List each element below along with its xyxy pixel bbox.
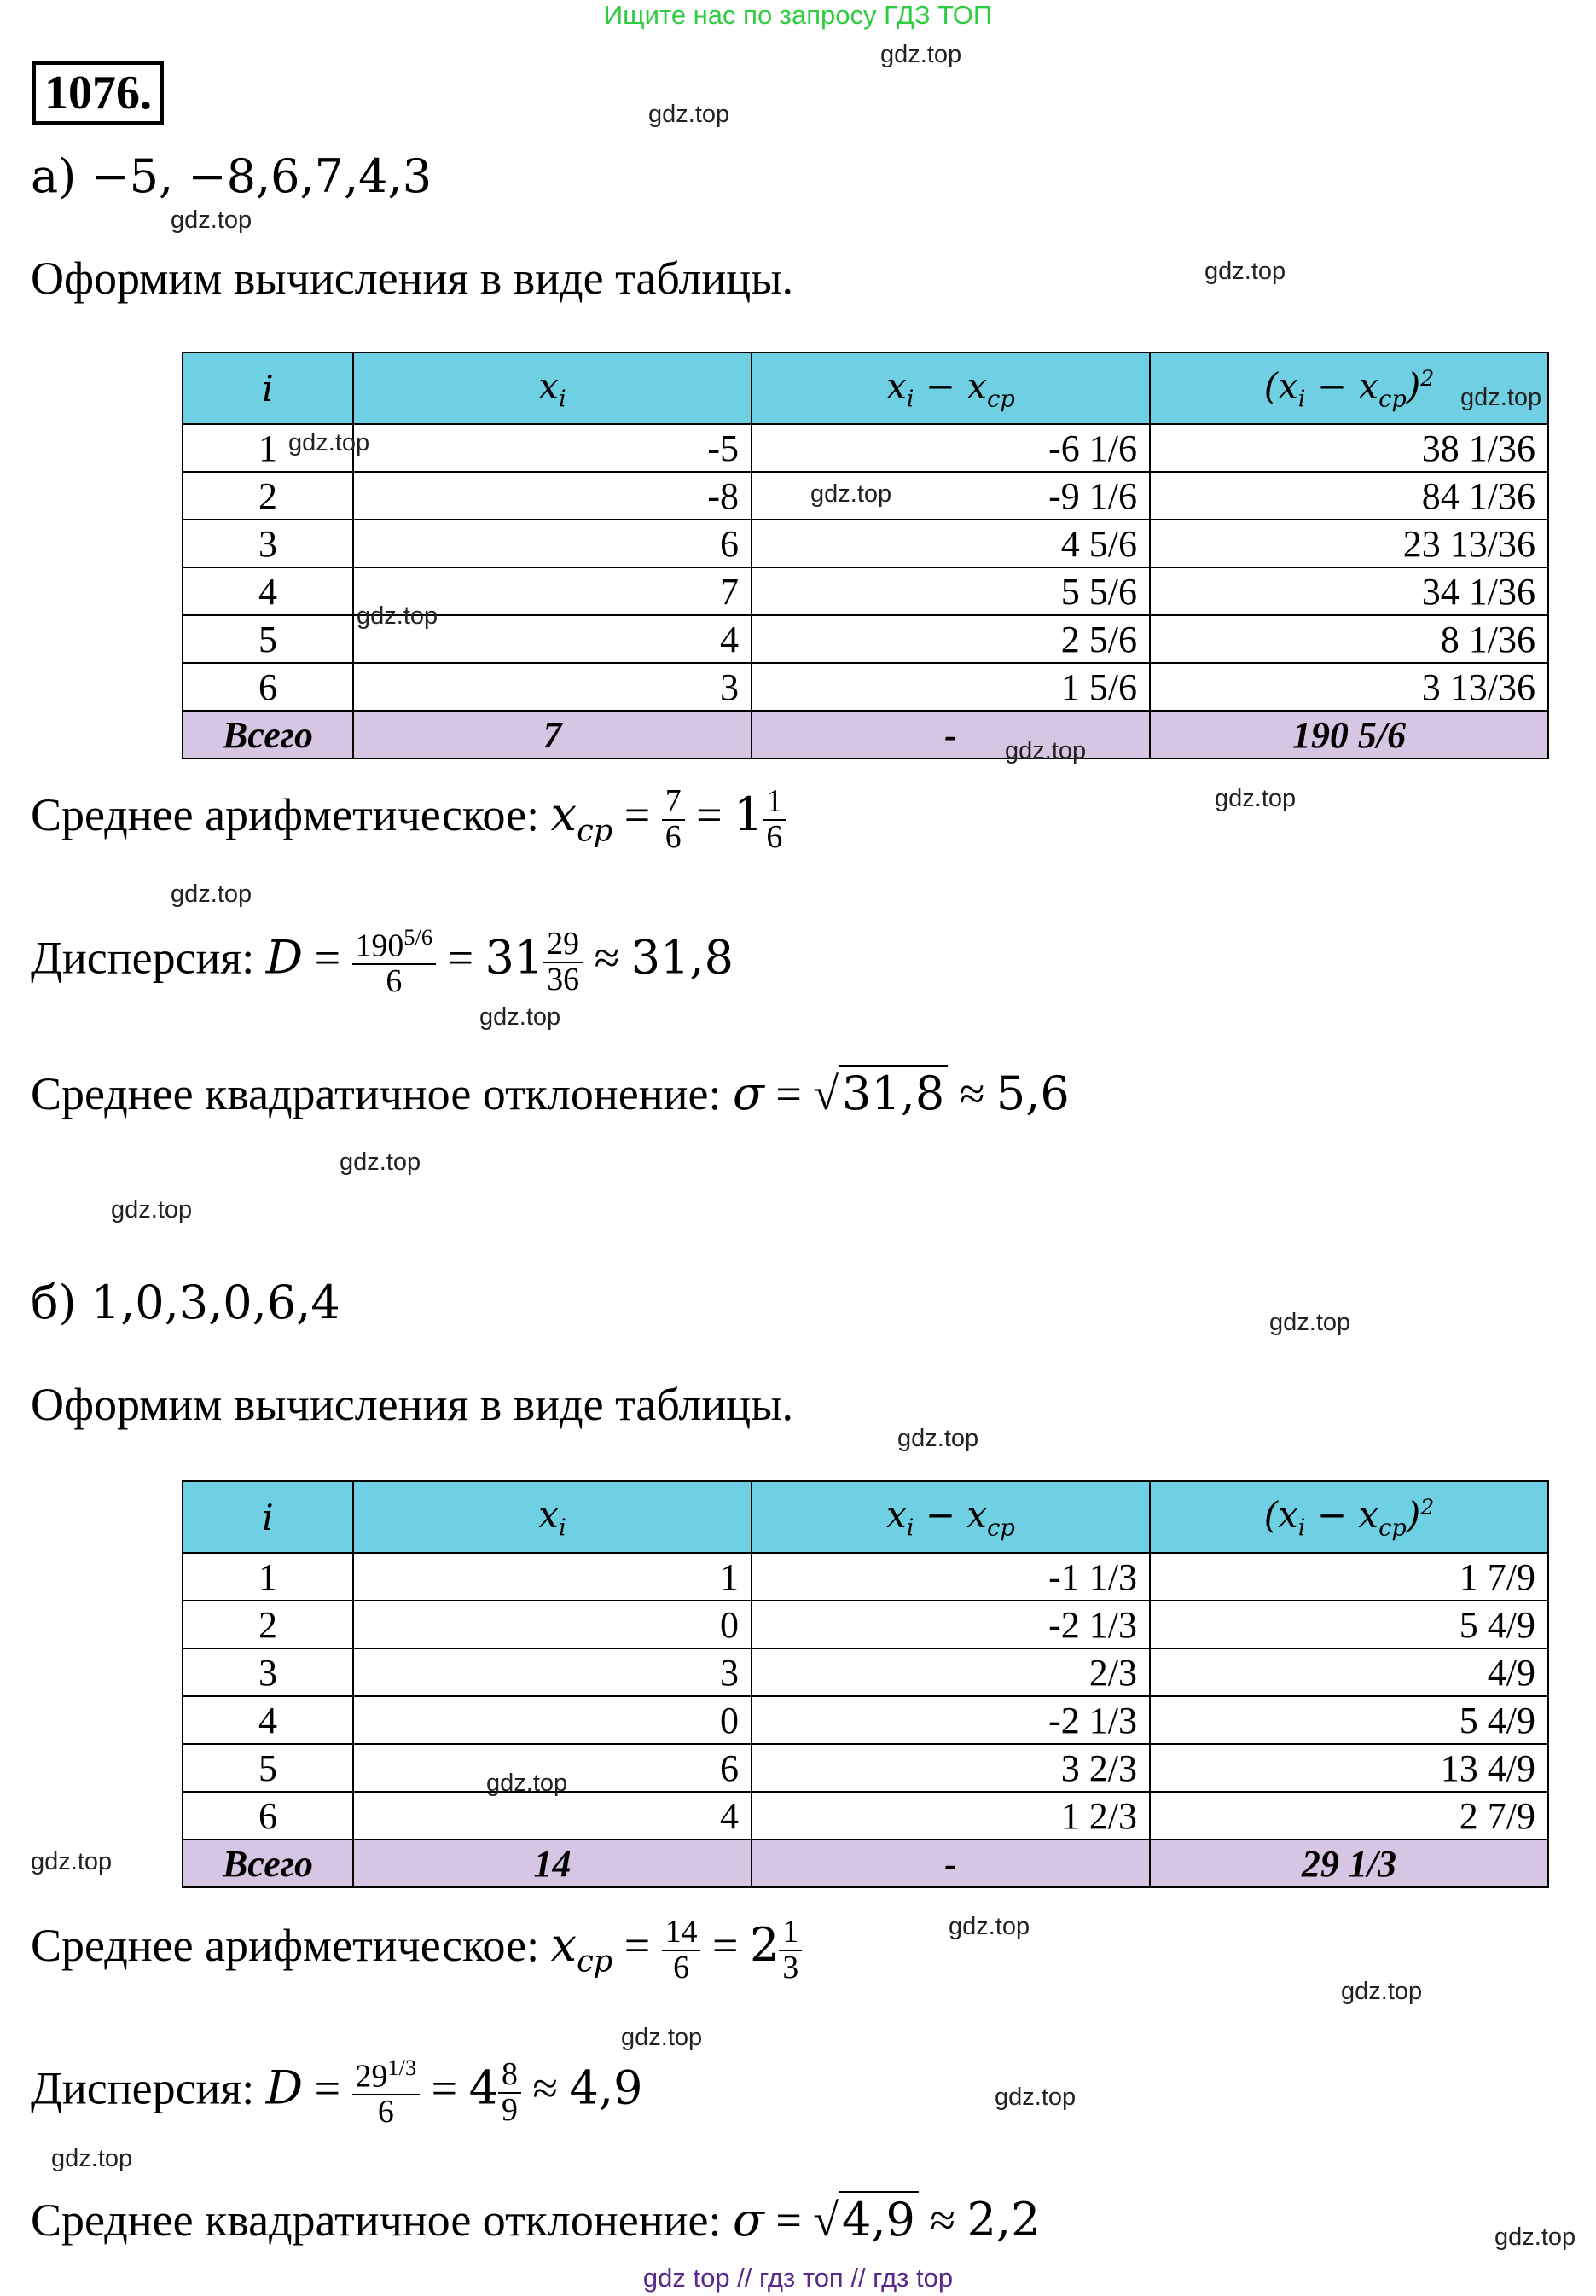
table-row: 6 4 1 2/3 2 7/9 — [183, 1792, 1548, 1840]
table-row: 1 -5 -6 1/6 38 1/36 — [183, 424, 1548, 472]
watermark: gdz.top — [1215, 785, 1297, 812]
watermark: gdz.top — [880, 41, 962, 68]
part-a-table — [182, 352, 1549, 759]
header-i: i — [183, 352, 353, 424]
table-row: 4 0 -2 1/3 5 4/9 — [183, 1696, 1548, 1744]
table-row: 2 0 -2 1/3 5 4/9 — [183, 1601, 1548, 1648]
part-b-mean: Среднее арифметическое: $x_{cp}$ = $\frac{14}{6}$ = 2 $\frac{1}{3}$ — [31, 1915, 802, 1985]
header-xi: $x_i$ — [353, 352, 752, 424]
search-banner: Ищите нас по запросу ГДЗ ТОП — [603, 0, 993, 30]
table-row: 4 7 5 5/6 34 1/36 — [183, 567, 1548, 615]
part-a-mean: Среднее арифметическое: $x_{cp}$ = $\frac{7}{6}$ = 1 $\frac{1}{6}$ — [31, 785, 786, 854]
watermark: gdz.top — [340, 1148, 421, 1176]
header-deviation: $x_i - x_{cp}$ — [752, 1481, 1150, 1553]
header-squared-deviation: $(x_i - x_{cp})^2$ — [1150, 352, 1548, 424]
part-b-dispersion: Дисперсия: D = $\frac{29^{1/3}}{6}$ = 4 $\frac{8}{9}$ ≈ 4,9 — [31, 2055, 643, 2130]
watermark: gdz.top — [479, 1003, 561, 1031]
watermark: gdz.top — [357, 602, 438, 630]
watermark: gdz.top — [171, 881, 252, 908]
header-deviation: $x_i - x_{cp}$ — [752, 352, 1150, 424]
watermark: gdz.top — [897, 1425, 979, 1452]
watermark: gdz.top — [1005, 737, 1087, 764]
watermark: gdz.top — [621, 2024, 703, 2051]
watermark: gdz.top — [1494, 2223, 1576, 2251]
part-b-table — [182, 1480, 1549, 1888]
header-squared-deviation: $(x_i - x_{cp})^2$ — [1150, 1481, 1548, 1553]
watermark: gdz.top — [111, 1196, 193, 1224]
header-xi: $x_i$ — [353, 1481, 752, 1553]
watermark: gdz.top — [1341, 1978, 1423, 2005]
watermark: gdz.top — [648, 101, 730, 128]
table-row: 5 4 2 5/6 8 1/36 — [183, 615, 1548, 663]
table-header-row — [183, 352, 1548, 424]
watermark: gdz.top — [995, 2084, 1077, 2111]
header-i: i — [183, 1481, 353, 1553]
table-row: 3 6 4 5/6 23 13/36 — [183, 520, 1548, 567]
watermark: gdz.top — [1269, 1309, 1351, 1336]
part-b-std-dev: Среднее квадратичное отклонение: σ = √4,9 ≈ 2,2 — [31, 2193, 1041, 2247]
watermark: gdz.top — [1204, 258, 1286, 285]
watermark: gdz.top — [949, 1913, 1030, 1940]
table-row: 2 -8 -9 1/6 84 1/36 — [183, 472, 1548, 520]
footer-watermark: gdz top // гдз топ // гдз top — [642, 2263, 954, 2293]
table-row: 1 1 -1 1/3 1 7/9 — [183, 1553, 1548, 1601]
part-a-std-dev: Среднее квадратичное отклонение: σ = √31,8 ≈ 5,6 — [31, 1067, 1070, 1120]
watermark: gdz.top — [1460, 384, 1542, 411]
table-row: 5 6 3 2/3 13 4/9 — [183, 1744, 1548, 1792]
table-header-row — [183, 1481, 1548, 1553]
part-b-intro: Оформим вычисления в виде таблицы. — [31, 1379, 793, 1430]
watermark: gdz.top — [31, 1848, 113, 1875]
watermark: gdz.top — [51, 2145, 133, 2172]
watermark: gdz.top — [288, 429, 370, 456]
part-a-label: а) −5, −8,6,7,4,3 — [31, 149, 432, 203]
part-b-label: б) 1,0,3,0,6,4 — [31, 1276, 340, 1329]
table-total-row: Всего 7 - 190 5/6 — [183, 711, 1548, 759]
part-a-dispersion: Дисперсия: D = $\frac{190^{5/6}}{6}$ = 31 $\frac{29}{36}$ ≈ 31,8 — [31, 924, 734, 1000]
table-row: 6 3 1 5/6 3 13/36 — [183, 663, 1548, 711]
problem-number: 1076. — [32, 61, 164, 125]
table-total-row: Всего 14 - 29 1/3 — [183, 1840, 1548, 1887]
watermark: gdz.top — [810, 480, 892, 508]
watermark: gdz.top — [486, 1770, 568, 1797]
part-a-intro: Оформим вычисления в виде таблицы. — [31, 253, 793, 304]
watermark: gdz.top — [171, 206, 252, 234]
table-row: 3 3 2/3 4/9 — [183, 1648, 1548, 1696]
